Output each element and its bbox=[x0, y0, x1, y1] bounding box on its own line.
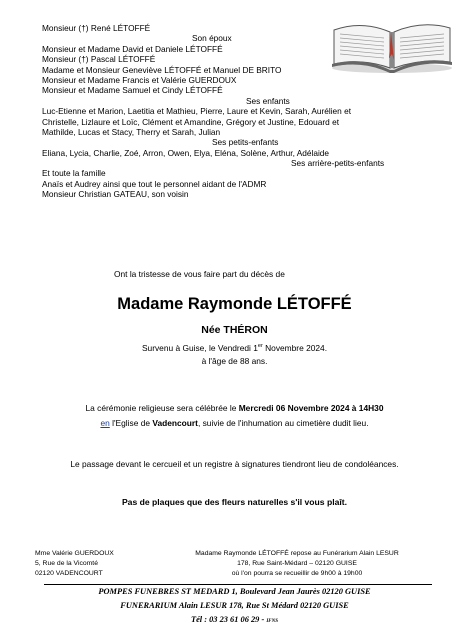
condolences-line: Le passage devant le cercueil et un registre à signatures tiendront lieu de condoléances. bbox=[70, 459, 399, 469]
contact-right bbox=[172, 549, 422, 579]
ceremony-line-1 bbox=[0, 403, 469, 413]
great-grandchildren-label: Ses arrière-petits-enfants bbox=[291, 158, 385, 169]
contact-left-address: 5, Rue de la Vicomté bbox=[35, 560, 98, 567]
ceremony-place: Vadencourt bbox=[152, 418, 198, 428]
grandchildren-line: Luc-Etienne et Marion, Laetitia et Mathieu, Pierre, Laure et Kevin, Sarah, Aurélien et bbox=[42, 106, 352, 117]
contact-left-city: 02120 VADENCOURT bbox=[35, 570, 103, 577]
contact-right-line1: Madame Raymonde LÉTOFFÉ repose au Funérarium Alain LESUR bbox=[195, 550, 399, 557]
deceased-name: Madame Raymonde LÉTOFFÉ bbox=[117, 295, 352, 313]
ceremony-church: l'Eglise de bbox=[109, 418, 153, 428]
family-list bbox=[42, 23, 462, 200]
family-line: Monsieur et Madame Samuel et Cindy LÉTOFFÉ bbox=[42, 85, 223, 96]
death-date bbox=[0, 343, 469, 353]
ceremony-burial: , suivie de l'inhumation au cimetière dudit lieu. bbox=[197, 418, 369, 428]
death-date-suffix: Novembre 2024. bbox=[262, 343, 328, 353]
children-label: Ses enfants bbox=[246, 95, 290, 106]
ceremony-en: en bbox=[100, 418, 110, 428]
footer-line-2: FUNERARIUM Alain LESUR 178, Rue St Médard 02120 GUISE bbox=[120, 601, 349, 610]
contact-left bbox=[35, 549, 114, 579]
family-line: Monsieur (†) Pascal LÉTOFFÉ bbox=[42, 54, 156, 65]
grandchildren-line: Mathilde, Lucas et Stacy, Therry et Sarah, Julian bbox=[42, 126, 221, 137]
footer-line-3 bbox=[0, 615, 469, 624]
grandchildren-line: Christelle, Lizlaure et Loïc, Clément et Amandine, Grégory et Justine, Edouard et bbox=[42, 116, 339, 127]
contact-left-name: Mme Valérie GUERDOUX bbox=[35, 550, 114, 557]
family-all-line: Et toute la famille bbox=[42, 168, 106, 179]
footer-phone: Tél : 03 23 61 06 29 - bbox=[190, 615, 265, 624]
ceremony-datetime: Mercredi 06 Novembre 2024 à 14H30 bbox=[238, 403, 384, 413]
age-line: à l'âge de 88 ans. bbox=[201, 356, 268, 366]
footer-small: IFNS bbox=[266, 619, 279, 624]
ceremony-text: La cérémonie religieuse sera célébrée le bbox=[85, 403, 239, 413]
family-line: Monsieur et Madame David et Daniele LÉTOFFÉ bbox=[42, 43, 223, 54]
contact-right-line3: où l'on pourra se recueillir de 9h00 à 19h00 bbox=[231, 570, 363, 577]
death-date-prefix: Survenu à Guise, le Vendredi 1 bbox=[141, 343, 258, 353]
grandchildren-label: Ses petits-enfants bbox=[212, 137, 279, 148]
ceremony-line-2 bbox=[0, 418, 469, 428]
announcement-intro: Ont la tristesse de vous faire part du décès de bbox=[114, 269, 285, 279]
footer-divider bbox=[44, 584, 432, 585]
family-line: Madame et Monsieur Geneviève LÉTOFFÉ et Manuel DE BRITO bbox=[42, 64, 282, 75]
great-grandchildren-line: Eliana, Lycia, Charlie, Zoé, Arron, Owen, Elya, Eléna, Solène, Arthur, Adélaide bbox=[42, 147, 330, 158]
contact-right-line2: 178, Rue Saint-Médard – 02120 GUISE bbox=[237, 560, 357, 567]
neighbor-line: Monsieur Christian GATEAU, son voisin bbox=[42, 189, 189, 200]
death-date-sup: er bbox=[257, 343, 263, 350]
birth-name: Née THÉRON bbox=[201, 324, 268, 336]
family-line: Monsieur et Madame Francis et Valérie GUERDOUX bbox=[42, 74, 237, 85]
flowers-line: Pas de plaques que des fleurs naturelles s'il vous plaît. bbox=[121, 497, 348, 507]
spouse-label: Son époux bbox=[192, 33, 232, 44]
helpers-line: Anaïs et Audrey ainsi que tout le personnel aidant de l'ADMR bbox=[42, 178, 267, 189]
footer-line-1: POMPES FUNEBRES ST MEDARD 1, Boulevard Jean Jaurès 02120 GUISE bbox=[98, 587, 371, 596]
family-line: Monsieur (†) René LÉTOFFÉ bbox=[42, 23, 151, 33]
